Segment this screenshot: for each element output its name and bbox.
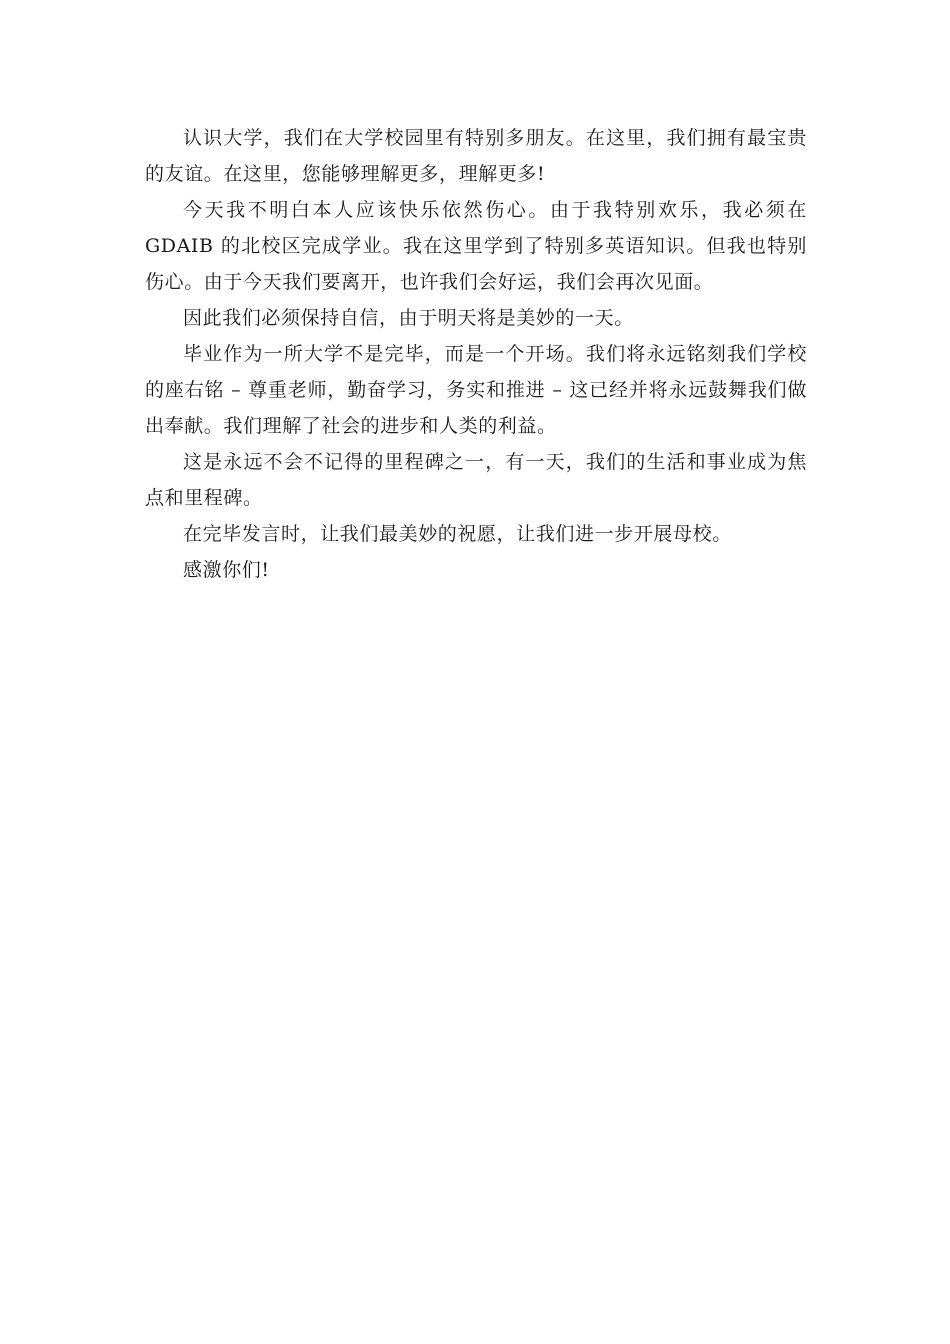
paragraph-7: 感激你们! [183,559,270,581]
paragraph-1: 认识大学，我们在大学校园里有特别多朋友。在这里，我们拥有最宝贵的友谊。在这里，您能够理解更多，理解更多! [145,127,807,185]
paragraph-2: 今天我不明白本人应该快乐依然伤心。由于我特别欢乐，我必须在 GDAIB 的北校区完成学业。我在这里学到了特别多英语知识。但我也特别伤心。由于今天我们要离开，也许我们会好运，我们会再次见面。 [145,199,807,293]
document-body [145,120,807,588]
paragraph-6: 在完毕发言时，让我们最美妙的祝愿，让我们进一步开展母校。 [183,523,732,545]
paragraph-3: 因此我们必须保持自信，由于明天将是美妙的一天。 [183,307,634,329]
paragraph-4: 毕业作为一所大学不是完毕，而是一个开场。我们将永远铭刻我们学校的座右铭 – 尊重老师，勤奋学习，务实和推进 – 这已经并将永远鼓舞我们做出奉献。我们理解了社会的进步和人类的利益。 [145,343,807,437]
paragraph-5: 这是永远不会不记得的里程碑之一，有一天，我们的生活和事业成为焦点和里程碑。 [145,451,807,509]
